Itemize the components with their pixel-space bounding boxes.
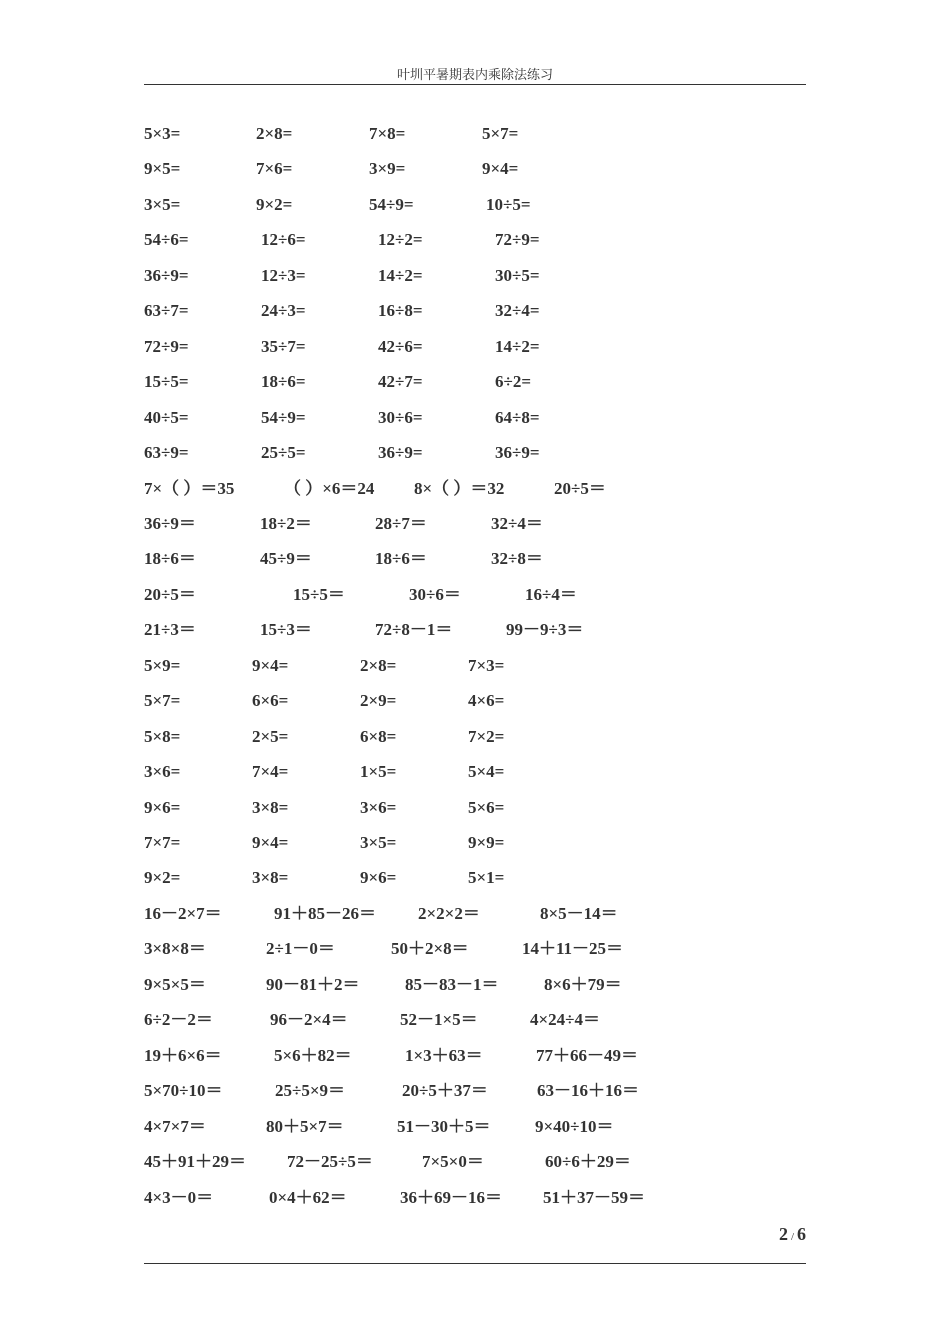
math-problem: 14÷2= (378, 265, 423, 285)
math-problem: 12÷2= (378, 230, 423, 250)
math-problem: 5×6= (468, 797, 505, 817)
problem-row (0, 370, 950, 394)
math-problem: 72÷8－1＝ (375, 620, 453, 640)
problem-row (0, 157, 950, 181)
problem-row (0, 299, 950, 323)
math-problem: 7×2= (468, 726, 505, 746)
math-problem: 15÷5＝ (293, 584, 345, 604)
math-problem: 7×8= (369, 124, 406, 143)
page-number (779, 1224, 806, 1245)
math-problem: 45＋91＋29＝ (144, 1152, 246, 1172)
math-problem: 10÷5= (486, 194, 531, 214)
math-problem: 90－81＋2＝ (266, 974, 360, 994)
problem-row (0, 618, 950, 642)
math-problem: 5×1= (468, 868, 505, 888)
math-problem: 85－83－1＝ (405, 974, 499, 994)
page-separator: / (790, 1231, 794, 1243)
math-problem: 9×4= (252, 833, 289, 852)
math-problem: 5×7= (144, 691, 181, 711)
math-problem: 6×8= (360, 726, 397, 746)
math-problem: 5×7= (482, 124, 519, 143)
math-problem: 9×5×5＝ (144, 974, 206, 994)
math-problem: 2×5= (252, 726, 289, 746)
problem-row (0, 122, 950, 146)
math-problem: 54÷9= (261, 407, 306, 427)
math-problem: 9×6= (144, 797, 181, 817)
math-problem: 52－1×5＝ (400, 1010, 478, 1030)
math-problem: 36÷9= (144, 265, 189, 285)
problem-row (0, 1150, 950, 1174)
math-problem: 32÷8＝ (491, 549, 543, 569)
math-problem: 1×5= (360, 762, 397, 782)
math-problem: 3×5= (360, 833, 397, 852)
problem-row (0, 547, 950, 571)
math-problem: 7×4= (252, 762, 289, 782)
math-problem: 25÷5×9＝ (275, 1081, 346, 1101)
problem-row (0, 937, 950, 961)
math-problem: 14÷2= (495, 336, 540, 356)
math-problem: 1×3＋63＝ (405, 1045, 483, 1065)
math-problem: 4×7×7＝ (144, 1116, 206, 1136)
math-problem: 64÷8= (495, 407, 540, 427)
math-problem: 7×5×0＝ (422, 1152, 484, 1172)
math-problem: 16÷8= (378, 301, 423, 321)
math-problem: （ ）×6＝24 (284, 478, 375, 498)
math-problem: 3×9= (369, 159, 406, 179)
math-problem: 9×4= (482, 159, 519, 179)
problem-row (0, 512, 950, 536)
math-problem: 54÷6= (144, 230, 189, 250)
math-problem: 36÷9= (495, 443, 540, 463)
math-problem: 21÷3＝ (144, 620, 196, 640)
math-problem: 3×8= (252, 797, 289, 817)
problem-row (0, 193, 950, 217)
math-problem: 3×6= (144, 762, 181, 782)
math-problem: 9×2= (256, 194, 293, 214)
math-problem: 3×5= (144, 194, 181, 214)
math-problem: 51－30＋5＝ (397, 1116, 491, 1136)
math-problem: 2×8= (256, 124, 293, 143)
math-problem: 36＋69－16＝ (400, 1187, 502, 1207)
math-problem: 20÷5＋37＝ (402, 1081, 488, 1101)
math-problem: 3×8×8＝ (144, 939, 206, 959)
problem-row (0, 335, 950, 359)
math-problem: 19＋6×6＝ (144, 1045, 222, 1065)
problem-row (0, 902, 950, 926)
math-problem: 72－25÷5＝ (287, 1152, 373, 1172)
problem-row (0, 654, 950, 678)
math-problem: 8×5－14＝ (540, 903, 618, 923)
math-problem: 63÷7= (144, 301, 189, 321)
problem-row (0, 1079, 950, 1103)
math-problem: 63－16＋16＝ (537, 1081, 639, 1101)
math-problem: 5×3= (144, 124, 181, 143)
math-problem: 4×6= (468, 691, 505, 711)
problem-row (0, 831, 950, 855)
math-problem: 18÷6＝ (144, 549, 196, 569)
math-problem: 2×8= (360, 655, 397, 675)
math-problem: 96－2×4＝ (270, 1010, 348, 1030)
math-problem: 60÷6＋29＝ (545, 1152, 631, 1172)
math-problem: 32÷4= (495, 301, 540, 321)
math-problem: 16÷4＝ (525, 584, 577, 604)
math-problem: 9×9= (468, 833, 505, 852)
math-problem: 3×6= (360, 797, 397, 817)
problem-row (0, 1115, 950, 1139)
math-problem: 2×2×2＝ (418, 903, 480, 923)
math-problem: 9×5= (144, 159, 181, 179)
math-problem: 15÷3＝ (260, 620, 312, 640)
math-problem: 20÷5＝ (144, 584, 196, 604)
math-problem: 9×2= (144, 868, 181, 888)
math-problem: 5×70÷10＝ (144, 1081, 223, 1101)
math-problem: 7×6= (256, 159, 293, 179)
math-problem: 30÷6＝ (409, 584, 461, 604)
math-problem: 9×4= (252, 655, 289, 675)
math-problem: 7×3= (468, 655, 505, 675)
math-problem: 14＋11－25＝ (522, 939, 624, 959)
math-problem: 80＋5×7＝ (266, 1116, 344, 1136)
math-problem: 77＋66－49＝ (536, 1045, 638, 1065)
page-total: 6 (797, 1224, 806, 1244)
math-problem: 51＋37－59＝ (543, 1187, 645, 1207)
problem-row (0, 441, 950, 465)
math-problem: 28÷7＝ (375, 513, 427, 533)
math-problem: 8×（ ）＝32 (414, 478, 505, 498)
math-problem: 2×9= (360, 691, 397, 711)
math-problem: 18÷2＝ (260, 513, 312, 533)
math-problem: 99－9÷3＝ (506, 620, 584, 640)
math-problem: 4×24÷4＝ (530, 1010, 601, 1030)
problem-row (0, 725, 950, 749)
math-problem: 9×6= (360, 868, 397, 888)
problem-row (0, 1186, 950, 1210)
math-problem: 7×（ ）＝35 (144, 478, 235, 498)
math-problem: 12÷3= (261, 265, 306, 285)
math-problem: 40÷5= (144, 407, 189, 427)
problem-row (0, 796, 950, 820)
problem-row (0, 406, 950, 430)
math-problem: 6÷2= (495, 372, 532, 392)
math-problem: 24÷3= (261, 301, 306, 321)
math-problem: 35÷7= (261, 336, 306, 356)
math-problem: 12÷6= (261, 230, 306, 250)
problem-row (0, 973, 950, 997)
math-problem: 42÷6= (378, 336, 423, 356)
problem-row (0, 1008, 950, 1032)
math-problem: 36÷9= (378, 443, 423, 463)
math-problem: 72÷9= (495, 230, 540, 250)
math-problem: 25÷5= (261, 443, 306, 463)
math-problem: 16－2×7＝ (144, 903, 222, 923)
math-problem: 72÷9= (144, 336, 189, 356)
page-current: 2 (778, 1224, 788, 1244)
math-problem: 15÷5= (144, 372, 189, 392)
math-problem: 4×3－0＝ (144, 1187, 214, 1207)
math-problem: 54÷9= (369, 194, 414, 214)
math-problem: 9×40÷10＝ (535, 1116, 614, 1136)
math-problem: 5×9= (144, 655, 181, 675)
header-title: 叶圳平暑期表内乘除法练习 (396, 67, 553, 82)
math-problem: 30÷6= (378, 407, 423, 427)
math-problem: 50＋2×8＝ (391, 939, 469, 959)
problem-row (0, 760, 950, 784)
problem-row (0, 1044, 950, 1068)
math-problem: 30÷5= (495, 265, 540, 285)
problem-row (0, 583, 950, 607)
math-problem: 2÷1－0＝ (266, 939, 335, 959)
math-problem: 18÷6= (261, 372, 306, 392)
math-problem: 91＋85－26＝ (274, 903, 376, 923)
math-problem: 36÷9＝ (144, 513, 196, 533)
math-problem: 8×6＋79＝ (544, 974, 622, 994)
math-problem: 5×6＋82＝ (274, 1045, 352, 1065)
math-problem: 0×4＋62＝ (269, 1187, 347, 1207)
problem-row (0, 689, 950, 713)
problem-row (0, 264, 950, 288)
math-problem: 3×8= (252, 868, 289, 888)
math-problem: 32÷4＝ (491, 513, 543, 533)
problem-row (0, 866, 950, 890)
math-problem: 42÷7= (378, 372, 423, 392)
math-problem: 45÷9＝ (260, 549, 312, 569)
math-problem: 7×7= (144, 833, 181, 852)
math-problem: 20÷5＝ (554, 478, 606, 498)
math-problem: 6÷2－2＝ (144, 1010, 213, 1030)
math-problem: 5×4= (468, 762, 505, 782)
footer-divider (144, 1263, 806, 1264)
math-problem: 63÷9= (144, 443, 189, 463)
math-problem: 18÷6＝ (375, 549, 427, 569)
math-problem: 5×8= (144, 726, 181, 746)
problem-row (0, 477, 950, 501)
problem-row (0, 228, 950, 252)
math-problem: 6×6= (252, 691, 289, 711)
